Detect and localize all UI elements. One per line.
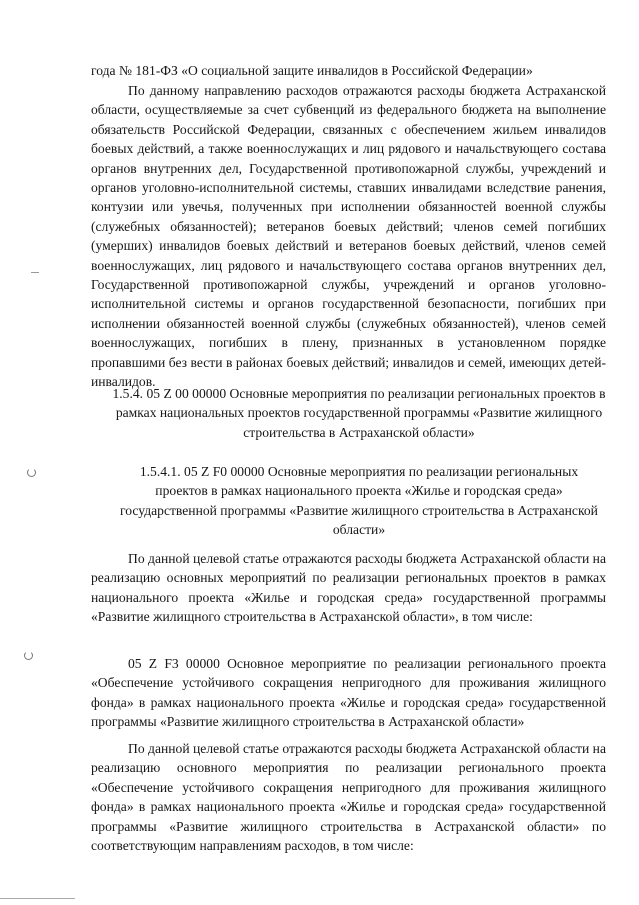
paragraph-disabled-veterans-housing <box>91 81 606 392</box>
margin-scratch-mark <box>31 272 39 273</box>
section-heading-1-5-4 <box>112 384 606 442</box>
heading-1-5-4-1-text: 1.5.4.1. 05 Z F0 00000 Основные мероприятия по реализации региональных проектов в рамках национального проекта «Жилье и городская среда» государственной программы «Развитие жилищного строительства в Астраханской области» <box>120 464 598 538</box>
paragraph-05zf3-description <box>91 739 606 855</box>
punch-hole-mark <box>24 651 33 660</box>
paragraph-05zf3-title <box>91 654 606 732</box>
punch-hole-mark <box>27 468 36 477</box>
paragraph-target-article-intro <box>91 549 606 627</box>
heading-1-5-4-text: 1.5.4. 05 Z 00 00000 Основные мероприятия по реализации региональных проектов в рамках национальных проектов государственной программы «Развитие жилищного строительства в Астраханской области» <box>112 386 606 440</box>
page-bottom-rule <box>0 898 75 899</box>
law-reference-line: года № 181-ФЗ «О социальной защите инвалидов в Российской Федерации» <box>91 63 533 78</box>
05zf3-description-text: По данной целевой статье отражаются расходы бюджета Астраханской области на реализацию основного мероприятия по реализации регионального проекта «Обеспечение устойчивого сокращения непригодного для проживания жилищного фонда» в рамках национального проекта «Жилье и городская среда» государственной программы «Развитие жилищного строительства в Астраханской области» по соответствующим направлениям расходов, в том числе: <box>91 741 606 854</box>
paragraph-law-reference <box>91 61 606 80</box>
target-article-intro-text: По данной целевой статье отражаются расходы бюджета Астраханской области на реализацию основных мероприятий по реализации региональных проектов в рамках национального проекта «Жилье и городская среда» государственной программы «Развитие жилищного строительства в Астраханской области», в том числе: <box>91 551 606 625</box>
05zf3-title-text: 05 Z F3 00000 Основное мероприятие по реализации регионального проекта «Обеспечение устойчивого сокращения непригодного для проживания жилищного фонда» в рамках национального проекта «Жилье и городская среда» государственной программы «Развитие жилищного строительства в Астраханской области» <box>91 656 606 730</box>
section-heading-1-5-4-1 <box>112 462 606 540</box>
disabled-veterans-housing-text: По данному направлению расходов отражаются расходы бюджета Астраханской области, осуществляемые за счет субвенций из федерального бюджета на выполнение обязательств Российской Федерации, связанных с обеспечением жильем инвалидов боевых действий, а также военнослужащих и лиц рядового и начальствующего состава органов внутренних дел, Государственной противопожарной службы, учреждений и органов уголовно-исполнительной системы, ставших инвалидами вследствие ранения, контузии или увечья, полученных при исполнении обязанностей военной службы (служебных обязанностей); ветеранов боевых действий; членов семей погибших (умерших) инвалидов боевых действий и ветеранов боевых действий, членов семей военнослужащих, лиц рядового и начальствующего состава органов внутренних дел, Государственной противопожарной службы, учреждений и органов уголовно-исполнительной системы и органов государственной безопасности, погибших при исполнении обязанностей военной службы (служебных обязанностей), членов семей военнослужащих, погибших в плену, признанных в установленном порядке пропавшими без вести в районах боевых действий; инвалидов и семей, имеющих детей-инвалидов. <box>91 83 606 390</box>
